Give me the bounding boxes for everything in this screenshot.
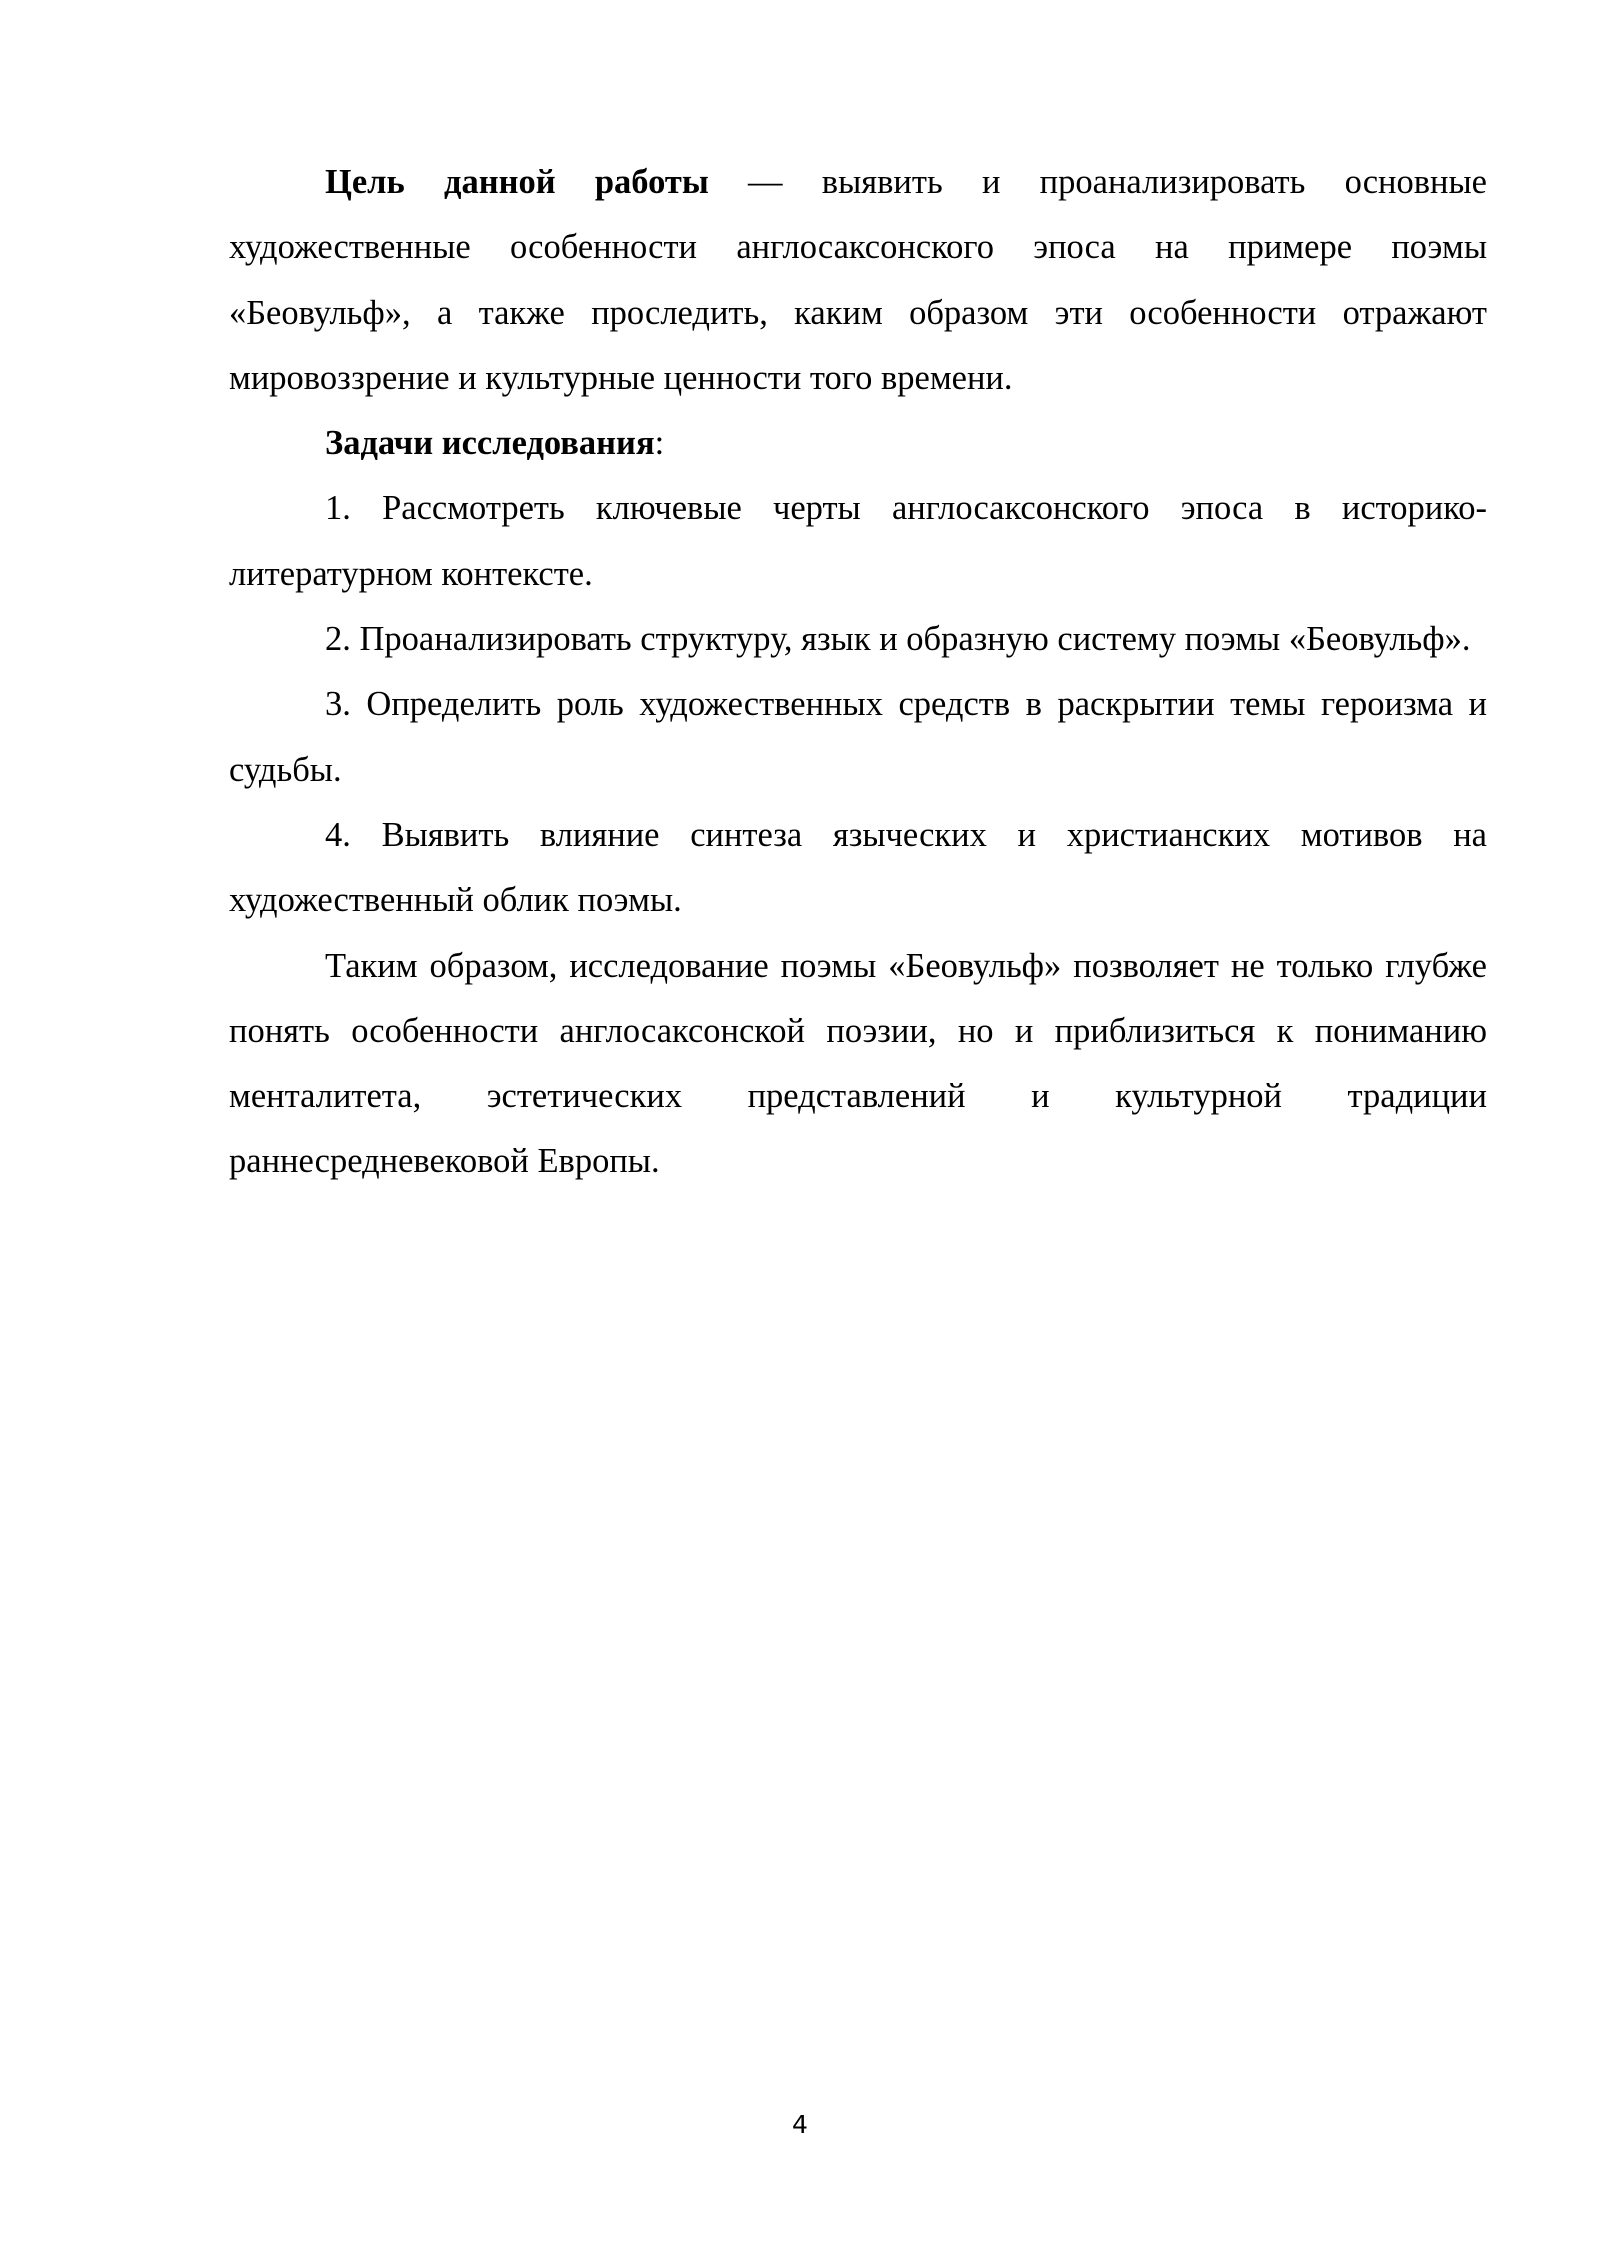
goal-text: — выявить и проанализировать основные художественные особенности англосаксонского эпоса на примере поэмы «Беовульф», а также проследить, каким образом эти особенности отражают мировоззрение и культурные ценности того времени. xyxy=(229,163,1487,397)
tasks-heading xyxy=(229,411,1487,476)
task-item-4: 4. Выявить влияние синтеза языческих и христианских мотивов на художественный облик поэмы. xyxy=(229,815,1487,920)
tasks-label: Задачи исследования xyxy=(325,424,655,463)
task-item-3: 3. Определить роль художественных средств в раскрытии темы героизма и судьбы. xyxy=(229,685,1487,789)
goal-paragraph xyxy=(229,150,1487,411)
tasks-colon: : xyxy=(654,424,665,463)
page-body xyxy=(229,150,1487,1195)
task-item-1: 1. Рассмотреть ключевые черты англосаксонского эпоса в историко-литературном контексте. xyxy=(229,489,1487,593)
conclusion-paragraph: Таким образом, исследование поэмы «Беовульф» позволяет не только глубже понять особенности англосаксонской поэзии, но и приблизиться к пониманию менталитета, эстетических представлений и культурной традиции раннесредневековой Европы. xyxy=(229,946,1487,1181)
page-number: 4 xyxy=(792,2110,808,2139)
goal-label: Цель данной работы xyxy=(325,163,709,201)
task-item-2: 2. Проанализировать структуру, язык и образную систему поэмы «Беовульф». xyxy=(325,620,1471,659)
